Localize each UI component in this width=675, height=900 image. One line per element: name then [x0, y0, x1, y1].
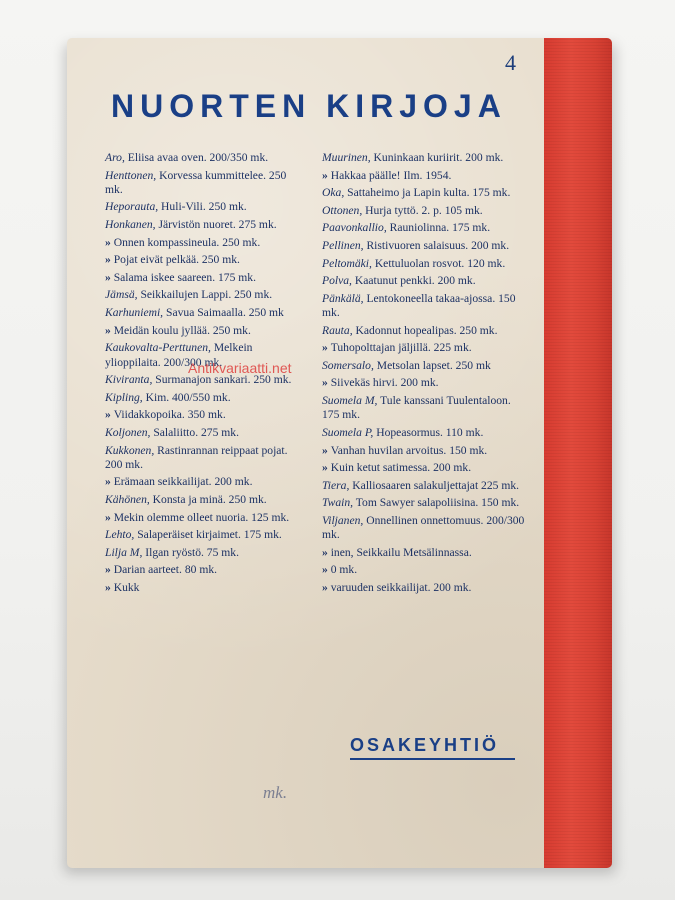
book-title-price: Tule kanssani Tuulentaloon. 175 mk. — [322, 394, 511, 422]
book-title-price: Sattaheimo ja Lapin kulta. 175 mk. — [347, 186, 511, 200]
book-author: Suomela M, — [322, 394, 378, 408]
book-entry — [105, 391, 305, 405]
book-title-price: Melkein ylioppilaita. 200/300 mk. — [105, 341, 253, 369]
right-book-list — [322, 151, 527, 599]
book-entry — [105, 408, 305, 422]
book-title-price: Vanhan huvilan arvoitus. 150 mk. — [330, 443, 488, 457]
book-title-price: Hurja tyttö. 2. p. 105 mk. — [365, 203, 483, 217]
book-entry — [105, 218, 305, 232]
book-title-price: Pojat eivät pelkää. 250 mk. — [113, 253, 240, 267]
book-title-price: Erämaan seikkailijat. 200 mk. — [113, 475, 253, 489]
book-entry — [322, 274, 527, 288]
book-title-price: 0 mk. — [330, 563, 358, 577]
book-title-price: Savua Saimaalla. 250 mk — [166, 306, 284, 320]
book-entry — [322, 239, 527, 253]
book-entry — [322, 151, 527, 165]
book-author: Rauta, — [322, 323, 353, 337]
book-title-price: Kuninkaan kuriirit. 200 mk. — [373, 151, 504, 164]
book-entry — [322, 376, 527, 390]
book-entry — [322, 221, 527, 235]
book-title-price: Meidän koulu jyllää. 250 mk. — [113, 323, 251, 337]
book-author: Kukkonen, — [105, 443, 155, 457]
book-title-price: Metsolan lapset. 250 mk — [376, 358, 491, 372]
book-entry — [105, 271, 305, 285]
price-note: mk. — [263, 783, 288, 802]
book-entry — [322, 394, 527, 423]
book-title-price: Eliisa avaa oven. 200/350 mk. — [127, 151, 269, 164]
book-author: Aro, — [105, 151, 125, 164]
book-title-price: Rauniolinna. 175 mk. — [389, 221, 491, 235]
book-title-price: Surmanajon sankari. 250 mk. — [155, 373, 292, 387]
book-title-price: Konsta ja minä. 250 mk. — [152, 492, 267, 506]
book-entry — [322, 444, 527, 458]
book-title-price: Onnen kompassineula. 250 mk. — [113, 235, 261, 249]
book-entry — [105, 493, 305, 507]
book-title-price: Hopeasormus. 110 mk. — [376, 425, 484, 439]
book-title-price: Kaatunut penkki. 200 mk. — [354, 274, 476, 288]
book-entry — [322, 461, 527, 475]
book-title-price: Järvistön nuoret. 275 mk. — [158, 218, 277, 232]
book-author: Kähönen, — [105, 492, 150, 506]
book-title-price: Kim. 400/550 mk. — [145, 390, 231, 404]
book-author: Ottonen, — [322, 203, 363, 217]
book-author: Honkanen, — [105, 218, 156, 232]
book-title-price: Tuhopolttajan jäljillä. 225 mk. — [330, 341, 472, 355]
book-title-price: Mekin olemme olleet nuoria. 125 mk. — [113, 510, 290, 524]
book-author: Kipling, — [105, 390, 143, 404]
book-title-price: Ilgan ryöstö. 75 mk. — [145, 545, 239, 559]
book-author: Heporauta, — [105, 200, 159, 214]
page-number: 4 — [505, 50, 516, 75]
book-title-price: Kalliosaaren salakuljettajat 225 mk. — [352, 478, 520, 492]
watermark-text: Antikvariaatti.net — [188, 360, 292, 376]
book-entry — [105, 324, 305, 338]
book-author: Viljanen, — [322, 513, 364, 527]
book-entry — [105, 581, 305, 595]
book-author: Jämsä, — [105, 288, 138, 302]
book-title-price: Ristivuoren salaisuus. 200 mk. — [366, 238, 510, 252]
book-title-price: Kettuluolan rosvot. 120 mk. — [374, 256, 506, 270]
book-entry — [105, 511, 305, 525]
book-title-price: Onnellinen onnettomuus. 200/300 mk. — [322, 513, 525, 542]
book-entry — [105, 253, 305, 267]
book-entry — [105, 563, 305, 577]
book-entry — [105, 306, 305, 320]
book-entry — [322, 292, 527, 321]
book-author: Henttonen, — [105, 168, 157, 182]
book-author: Pellinen, — [322, 238, 364, 252]
book-entry — [322, 514, 527, 543]
book-title-price: Darian aarteet. 80 mk. — [113, 563, 218, 577]
book-entry — [322, 204, 527, 218]
book-author: Twain, — [322, 496, 354, 510]
book-entry — [105, 200, 305, 214]
book-author: Polva, — [322, 274, 352, 288]
book-title-price: Hakkaa päälle! Ilm. 1954. — [330, 168, 452, 182]
book-author: Pänkälä, — [322, 291, 364, 305]
book-entry — [105, 426, 305, 440]
book-entry — [105, 169, 305, 198]
book-spine-red — [544, 38, 612, 868]
book-title-price: Huli-Vili. 250 mk. — [161, 200, 247, 214]
book-entry — [322, 169, 527, 183]
book-title-price: Rastinrannan reippaat pojat. 200 mk. — [105, 443, 288, 471]
publisher-underline — [350, 758, 515, 760]
book-title-price: Korvessa kummittelee. 250 mk. — [105, 168, 287, 196]
book-entry — [322, 426, 527, 440]
book-entry — [105, 444, 305, 473]
book-author: Kiviranta, — [105, 373, 153, 387]
book-author: Oka, — [322, 186, 345, 200]
book-author: Koljonen, — [105, 425, 151, 439]
book-author: Karhuniemi, — [105, 306, 164, 320]
book-title-price: Viidakkopoika. 350 mk. — [113, 408, 226, 422]
book-entry — [322, 324, 527, 338]
book-author: Paavonkallio, — [322, 221, 387, 235]
book-entry — [322, 341, 527, 355]
book-entry — [105, 528, 305, 542]
book-entry — [322, 257, 527, 271]
book-title-price: inen, Seikkailu Metsälinnassa. — [330, 545, 472, 559]
book-entry — [105, 288, 305, 302]
book-title-price: Siivekäs hirvi. 200 mk. — [330, 376, 439, 390]
book-entry — [105, 546, 305, 560]
book-author: Somersalo, — [322, 358, 374, 372]
book-author: Peltomäki, — [322, 256, 372, 270]
book-title-price: varuuden seikkailijat. 200 mk. — [330, 580, 472, 594]
book-author: Tiera, — [322, 478, 350, 492]
book-title-price: Kuin ketut satimessa. 200 mk. — [330, 461, 472, 475]
book-back-cover — [67, 38, 612, 868]
book-title-price: Kukk — [113, 580, 140, 594]
book-author: Lilja M, — [105, 545, 143, 559]
book-entry — [322, 479, 527, 493]
book-entry — [322, 581, 527, 595]
book-author: Suomela P, — [322, 425, 374, 439]
book-title-price: Lentokoneella takaa-ajossa. 150 mk. — [322, 291, 516, 320]
publisher-name: OSAKEYHTIÖ — [350, 735, 500, 755]
book-entry — [105, 236, 305, 250]
book-author: Kaukovalta-Perttunen, — [105, 341, 211, 355]
book-title-price: Tom Sawyer salapoliisina. 150 mk. — [355, 496, 520, 510]
book-title-price: Salama iskee saareen. 175 mk. — [113, 270, 256, 284]
book-entry — [105, 475, 305, 489]
book-title-price: Salaperäiset kirjaimet. 175 mk. — [137, 528, 282, 542]
book-title-price: Kadonnut hopealipas. 250 mk. — [355, 323, 498, 337]
book-author: Lehto, — [105, 528, 135, 542]
book-author: Muurinen, — [322, 151, 371, 164]
cover-title: NUORTEN KIRJOJA — [111, 88, 507, 124]
book-entry — [322, 359, 527, 373]
book-entry — [322, 563, 527, 577]
book-entry — [322, 546, 527, 560]
book-title-price: Salaliitto. 275 mk. — [153, 425, 239, 439]
book-entry — [322, 186, 527, 200]
book-title-price: Seikkailujen Lappi. 250 mk. — [140, 288, 273, 302]
book-entry — [322, 496, 527, 510]
book-entry — [105, 151, 305, 165]
